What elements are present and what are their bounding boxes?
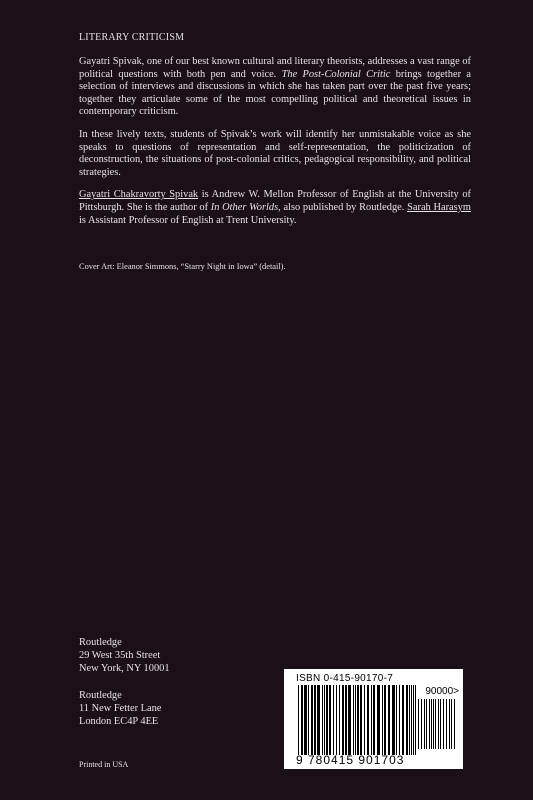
isbn-text: ISBN 0-415-90170-7: [296, 673, 394, 684]
barcode-bar: [345, 685, 347, 755]
barcode-bar: [304, 685, 307, 755]
barcode-bar: [353, 685, 354, 755]
barcode-bar: [322, 685, 323, 755]
barcode-bar: [429, 699, 430, 749]
editor-name-link[interactable]: Sarah Harasym: [407, 201, 471, 213]
barcode-bar: [326, 685, 328, 755]
blurb-paragraph-1: [79, 56, 471, 119]
barcode-icon: [298, 685, 416, 755]
blurb: [79, 56, 471, 237]
blurb-text: brings together a selection of interviews and discussions in which she has taken part over the past five years; together they articulate some of the most compelling political and theoretical issues in contemporary criticism.: [79, 68, 471, 118]
barcode-bar: [357, 685, 359, 755]
barcode-bar: [348, 685, 351, 755]
barcode-bar: [409, 685, 410, 755]
barcode-bar: [396, 685, 397, 755]
printed-in-label: Printed in USA: [79, 760, 129, 769]
blurb-text: Gayatri Spivak, one of our best known cultural and literary theorists, addresses a vast range of political questions with both pen and voice.: [79, 56, 471, 80]
barcode-bar: [454, 699, 455, 749]
blurb-paragraph-2: In these lively texts, students of Spivak’s work will identify her unmistakable voice as she speaks to questions of representation and self-representation, the politicization of deconstruction, the situations of post-colonial critics, pedagogical responsibility, and political strategies.: [79, 128, 471, 178]
publisher-name: Routledge: [79, 637, 122, 648]
publisher-address-ny: [79, 636, 170, 675]
barcode-bar: [311, 685, 313, 755]
barcode-bar: [424, 699, 425, 749]
barcode-bar: [342, 685, 344, 755]
book-title: The Post-Colonial Critic: [281, 68, 391, 80]
barcode-bar: [411, 685, 412, 755]
barcode-bar: [360, 685, 362, 755]
publisher-city: London EC4P 4EE: [79, 716, 159, 727]
barcode-bar: [446, 699, 447, 749]
barcode-bar: [373, 685, 375, 755]
bio-text: is Assistant Professor of English at Trent University.: [79, 214, 297, 226]
barcode-bar: [406, 685, 408, 755]
barcode-bar: [317, 685, 320, 755]
author-name-link[interactable]: Gayatri Chakravorty Spivak: [79, 189, 199, 201]
barcode-bar: [377, 685, 380, 755]
barcode-bar: [314, 685, 316, 755]
barcode-bar: [438, 699, 439, 749]
barcode-bar: [418, 699, 419, 749]
publisher-street: 29 West 35th Street: [79, 650, 161, 661]
barcode-bar: [301, 685, 303, 755]
barcode-bar: [435, 699, 436, 749]
barcode-bar: [431, 699, 432, 749]
category-label: LITERARY CRITICISM: [79, 32, 185, 43]
barcode-bar: [364, 685, 365, 755]
barcode-bar: [298, 685, 299, 755]
barcode-bar: [339, 685, 340, 755]
barcode-bar: [371, 685, 372, 755]
barcode-bar: [451, 699, 452, 749]
barcode-bar: [399, 685, 400, 755]
barcode-bar: [388, 685, 390, 755]
barcode-bar: [333, 685, 334, 755]
bio-text: is Andrew W. Mellon Professor of English at the University of Pittsburgh. She is the author of: [79, 189, 471, 213]
barcode-bar: [443, 699, 444, 749]
addon-barcode-icon: [418, 699, 456, 749]
barcode-bar: [355, 685, 356, 755]
other-book-title: In Other Worlds: [210, 201, 279, 213]
publisher-street: 11 New Fetter Lane: [79, 703, 162, 714]
barcode-bar: [367, 685, 369, 755]
barcode-bar: [402, 685, 404, 755]
barcode-bar: [382, 685, 383, 755]
barcode-bar: [433, 699, 434, 749]
barcode-bar: [426, 699, 427, 749]
barcode-bar: [324, 685, 325, 755]
barcode-bar: [308, 685, 309, 755]
cover-art-credit: Cover Art: Eleanor Simmons, “Starry Night in Iowa” (detail).: [79, 262, 286, 271]
price-code-text: 90000>: [425, 686, 459, 697]
barcode-bar: [413, 685, 414, 755]
barcode-bar: [421, 699, 422, 749]
publisher-city: New York, NY 10001: [79, 663, 170, 674]
barcode-panel: [284, 669, 463, 769]
barcode-bar: [329, 685, 331, 755]
publisher-name: Routledge: [79, 690, 122, 701]
bio-text: , also published by Routledge.: [278, 201, 405, 213]
barcode-bar: [449, 699, 450, 749]
barcode-bar: [392, 685, 395, 755]
barcode-bar: [384, 685, 386, 755]
author-bio: [79, 189, 471, 227]
barcode-bar: [440, 699, 441, 749]
barcode-bar: [415, 685, 416, 755]
barcode-bar: [336, 685, 337, 755]
publisher-address-london: [79, 689, 161, 728]
ean-text: 9 780415 901703: [296, 753, 405, 767]
